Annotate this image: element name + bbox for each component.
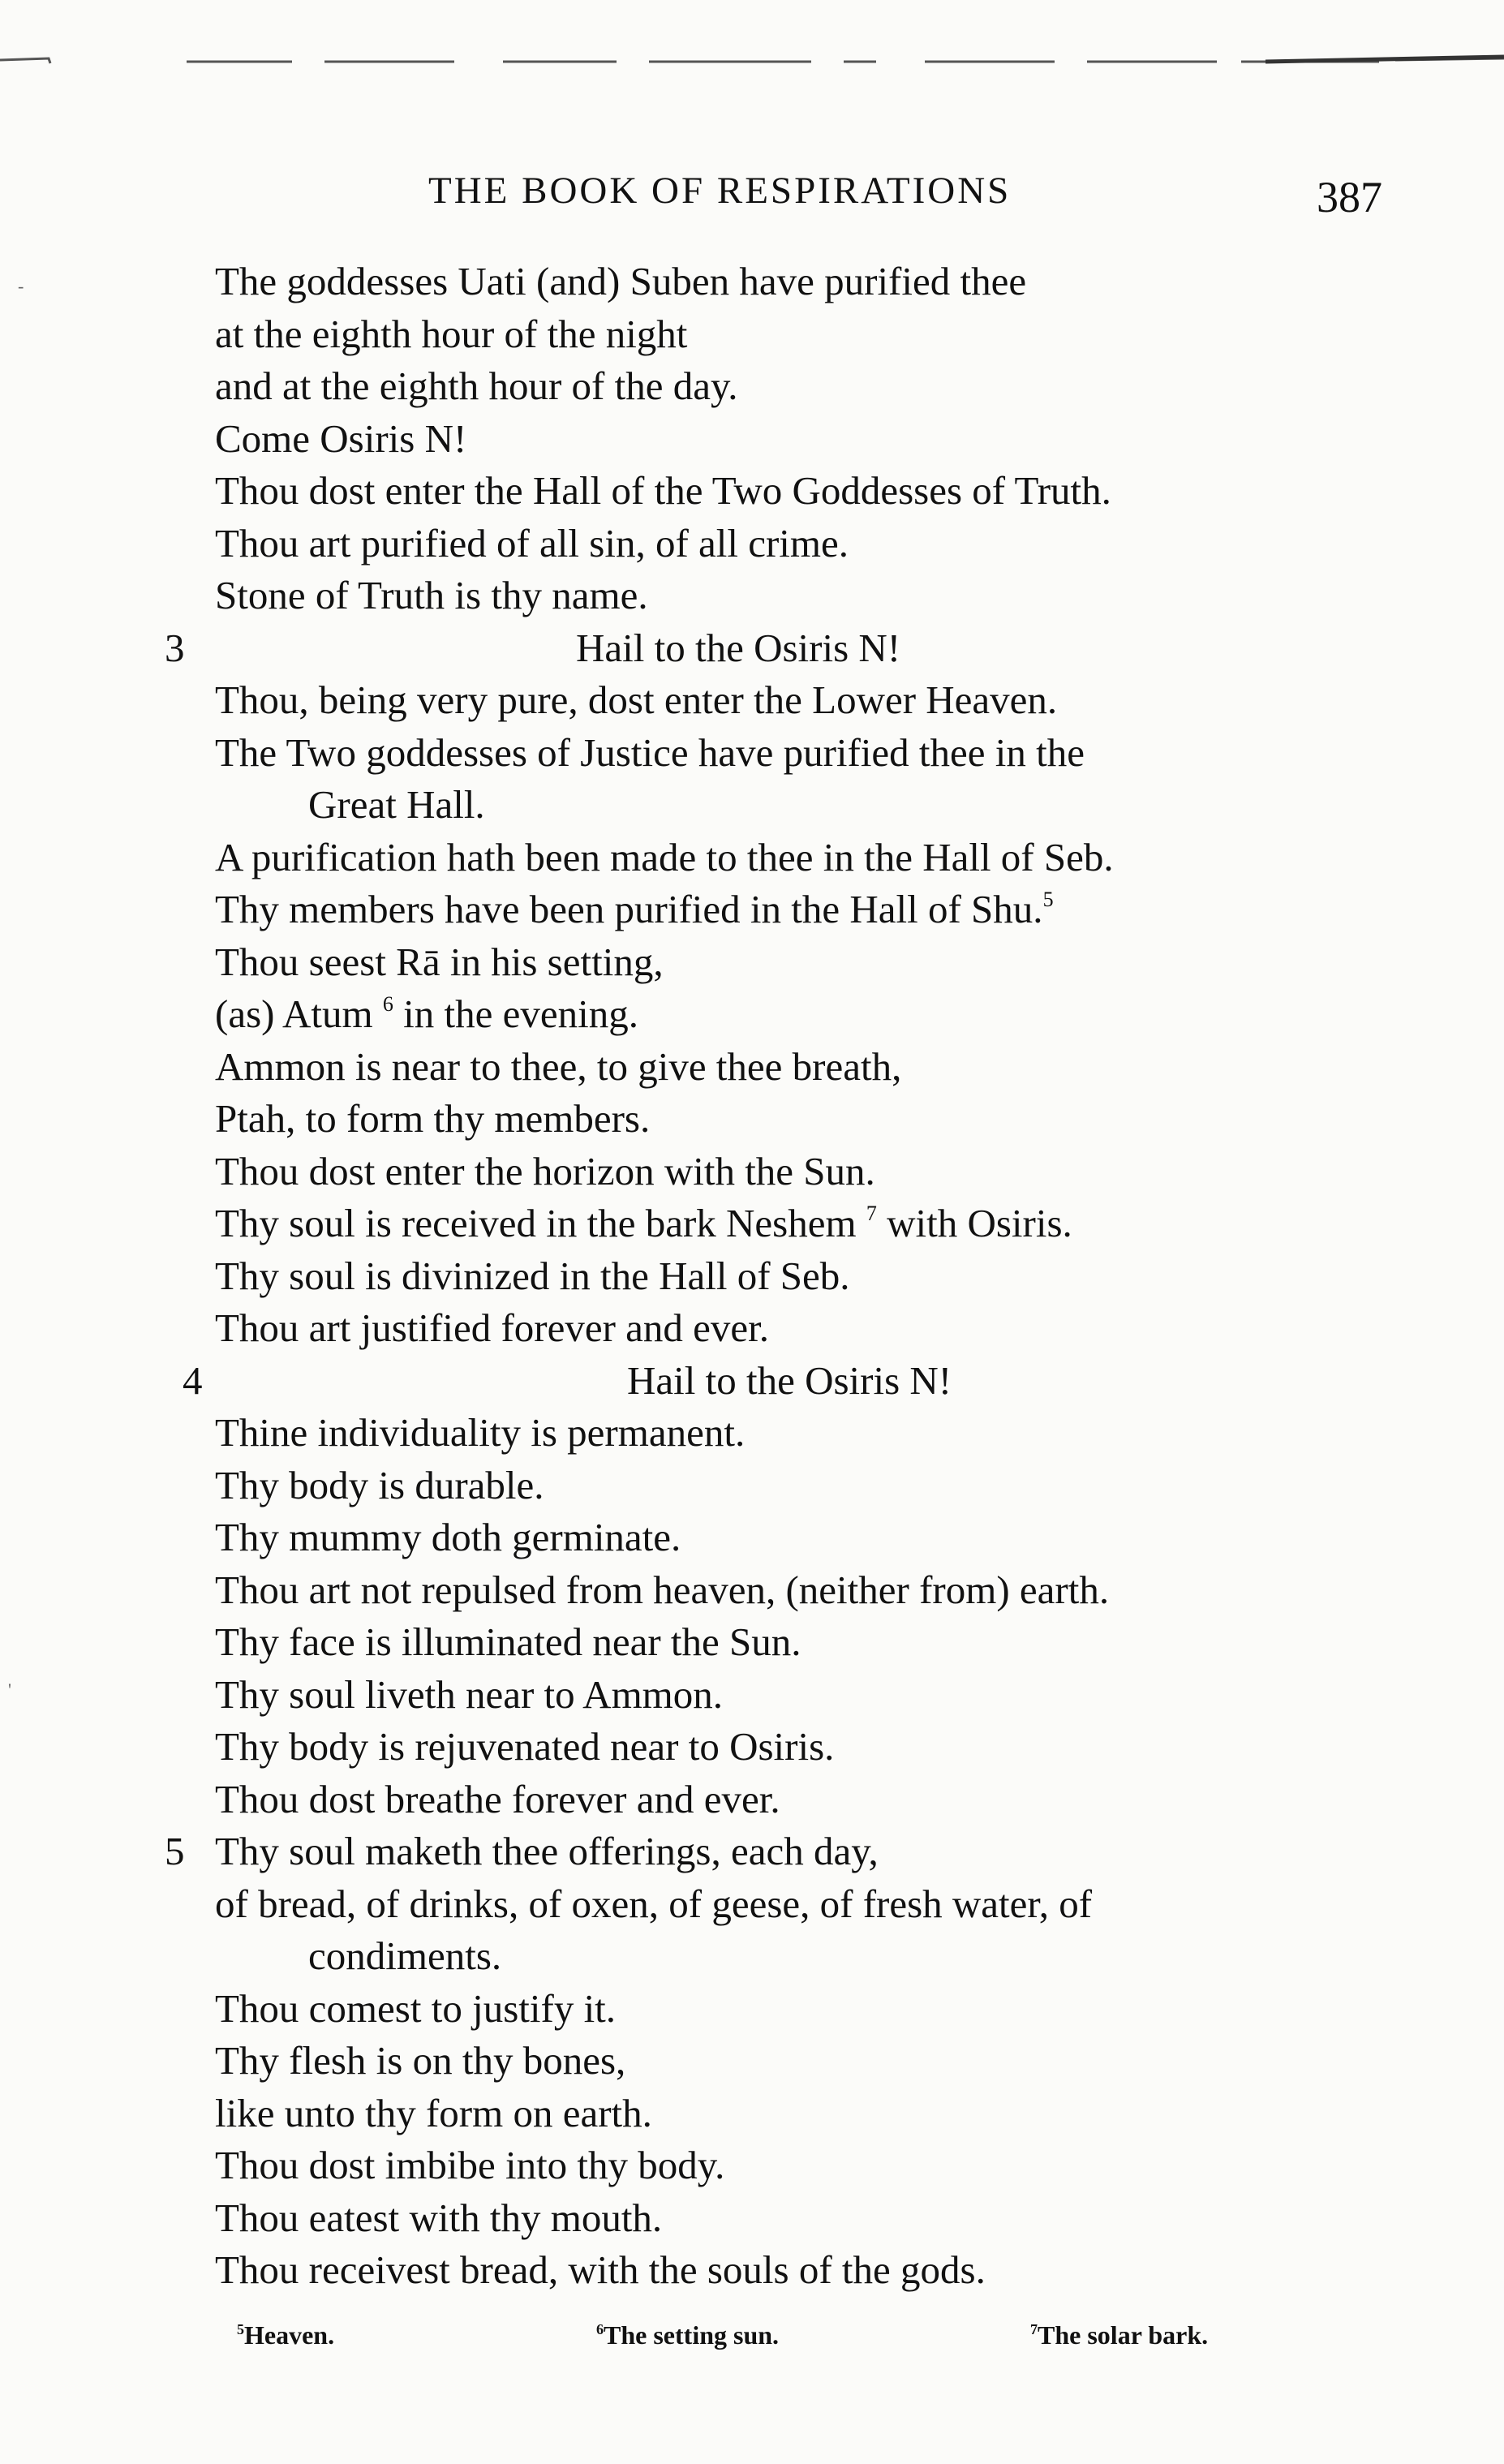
text-line: and at the eighth hour of the day. <box>215 363 738 408</box>
text-line: The goddesses Uati (and) Suben have purified thee <box>215 259 1027 303</box>
section-number: 4 <box>183 1357 203 1403</box>
text-line: Thou seest Rā in his setting, <box>215 939 664 984</box>
text-line: Thy body is rejuvenated near to Osiris. <box>215 1724 835 1769</box>
page-top-edge <box>0 50 1504 70</box>
text-body <box>165 256 1416 2297</box>
text-line-continuation: condiments. <box>308 1933 502 1978</box>
text-line: A purification hath been made to thee in the Hall of Seb. <box>215 834 1114 879</box>
text-line: of bread, of drinks, of oxen, of geese, of fresh water, of <box>215 1881 1093 1926</box>
text-line: 5 Thy soul maketh thee offerings, each day, <box>215 1825 1416 1878</box>
text-line: Thou comest to justify it. <box>215 1985 617 2031</box>
text-line: Come Osiris N! <box>215 415 467 461</box>
text-line: (as) Atum $^6$ in the evening. <box>215 991 638 1036</box>
footnote: $^7$The solar bark. <box>1030 2320 1209 2350</box>
footnote-ref: 7 <box>866 1202 877 1225</box>
text-line: Ptah, to form thy members. <box>215 1096 651 1141</box>
text-line: Thy flesh is on thy bones, <box>215 2038 626 2083</box>
text-line: Thou art justified forever and ever. <box>215 1305 770 1350</box>
text-line: Thou, being very pure, dost enter the Lower Heaven. <box>215 677 1058 722</box>
text-line: Thy soul is received in the bark Neshem $^7$ with Osiris. <box>215 1201 1072 1245</box>
footnote-ref: 6 <box>382 992 393 1016</box>
text-line: Thy body is durable. <box>215 1462 544 1507</box>
text-line: Stone of Truth is thy name. <box>215 573 648 617</box>
running-title: THE BOOK OF RESPIRATIONS <box>428 170 1012 212</box>
text-line: Thy mummy doth germinate. <box>215 1515 681 1559</box>
margin-mark: ' <box>8 1679 11 1700</box>
text-line: Thy face is illuminated near the Sun. <box>215 1619 801 1664</box>
text-line: Thou dost breathe forever and ever. <box>215 1776 780 1821</box>
text-line: Thou dost enter the horizon with the Sun. <box>215 1148 875 1193</box>
text-line: Thou dost enter the Hall of the Two Goddesses of Truth. <box>215 468 1111 513</box>
text-line: Ammon is near to thee, to give thee breath, <box>215 1043 902 1089</box>
margin-mark: - <box>18 276 24 296</box>
text-line: Thy soul is divinized in the Hall of Seb. <box>215 1253 850 1298</box>
page-number: 387 <box>1317 173 1382 221</box>
text-line: Thou art not repulsed from heaven, (neither from) earth. <box>215 1567 1110 1612</box>
text-line: Thou eatest with thy mouth. <box>215 2195 663 2240</box>
text-line: Thine individuality is permanent. <box>215 1410 746 1455</box>
footnote: $^5$Heaven. <box>237 2320 335 2350</box>
page-header <box>0 169 1504 221</box>
section-number: 3 <box>165 625 185 670</box>
footnote: $^6$The setting sun. <box>596 2320 780 2350</box>
text-line: Thy soul liveth near to Ammon. <box>215 1671 724 1717</box>
text-line: Thou art purified of all sin, of all crime. <box>215 520 849 565</box>
text-line-continuation: Great Hall. <box>308 782 485 827</box>
text-line: The Two goddesses of Justice have purified thee in the <box>215 729 1085 775</box>
text-line: Thy members have been purified in the Hall of Shu.$^5$ <box>215 887 1054 931</box>
section-number: 5 <box>165 1829 185 1873</box>
section-heading: 3 Hail to the Osiris N! <box>215 622 1416 675</box>
footnotes <box>0 2320 1504 2361</box>
section-heading: 4 Hail to the Osiris N! <box>215 1355 1416 1408</box>
text-line: Thou receivest bread, with the souls of the gods. <box>215 2247 986 2292</box>
text-line: at the eighth hour of the night <box>215 311 688 356</box>
text-line: Thou dost imbibe into thy body. <box>215 2143 725 2187</box>
footnote-ref: 5 <box>1042 888 1054 911</box>
text-line: like unto thy form on earth. <box>215 2090 652 2135</box>
